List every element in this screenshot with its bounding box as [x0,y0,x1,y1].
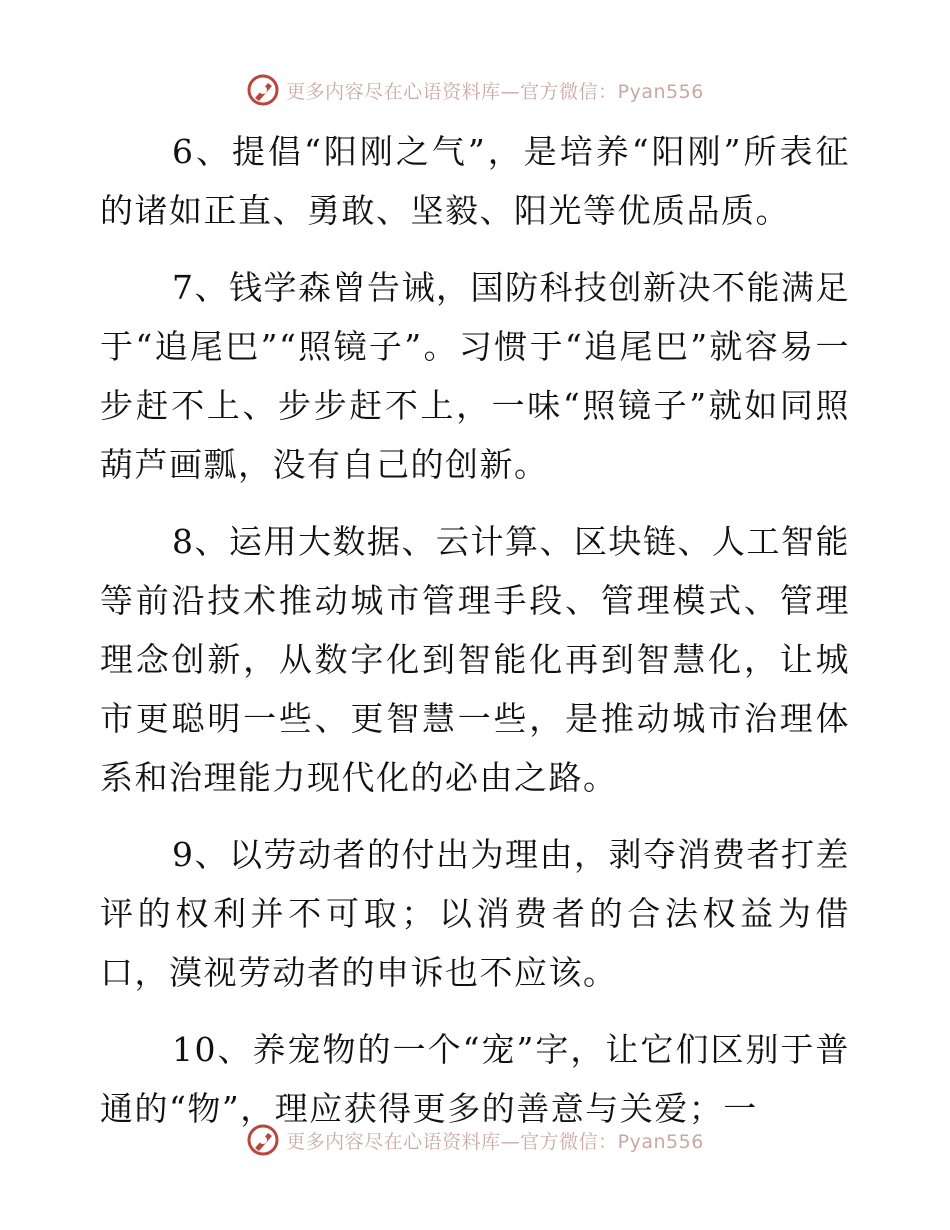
footer-watermark [0,1120,950,1160]
pen-circle-logo-icon [246,1123,280,1157]
watermark-text: 更多内容尽在心语资料库—官方微信：Pyan556 [286,1130,704,1153]
paragraph-8: 8、运用大数据、云计算、区块链、人工智能等前沿技术推动城市管理手段、管理模式、管理理念创新，从数字化到智能化再到智慧化，让城市更聪明一些、更智慧一些，是推动城市治理体系和治理能力现代化的必由之路。 [100,522,850,797]
header-watermark [0,70,950,110]
paragraph-6: 6、提倡“阳刚之气”，是培养“阳刚”所表征的诸如正直、勇敢、坚毅、阳光等优质品质。 [100,132,850,230]
paragraph-10: 10、养宠物的一个“宠”字，让它们区别于普通的“物”，理应获得更多的善意与关爱；一 [100,1030,850,1128]
paragraph-9: 9、以劳动者的付出为理由，剥夺消费者打差评的权利并不可取；以消费者的合法权益为借口，漠视劳动者的申诉也不应该。 [100,835,850,992]
watermark-text: 更多内容尽在心语资料库—官方微信：Pyan556 [286,80,704,103]
pen-circle-logo-icon [246,73,280,107]
document-body [100,122,850,1156]
paragraph-7: 7、钱学森曾告诫，国防科技创新决不能满足于“追尾巴”“照镜子”。习惯于“追尾巴”就容易一步赶不上、步步赶不上，一味“照镜子”就如同照葫芦画瓢，没有自己的创新。 [100,268,850,484]
